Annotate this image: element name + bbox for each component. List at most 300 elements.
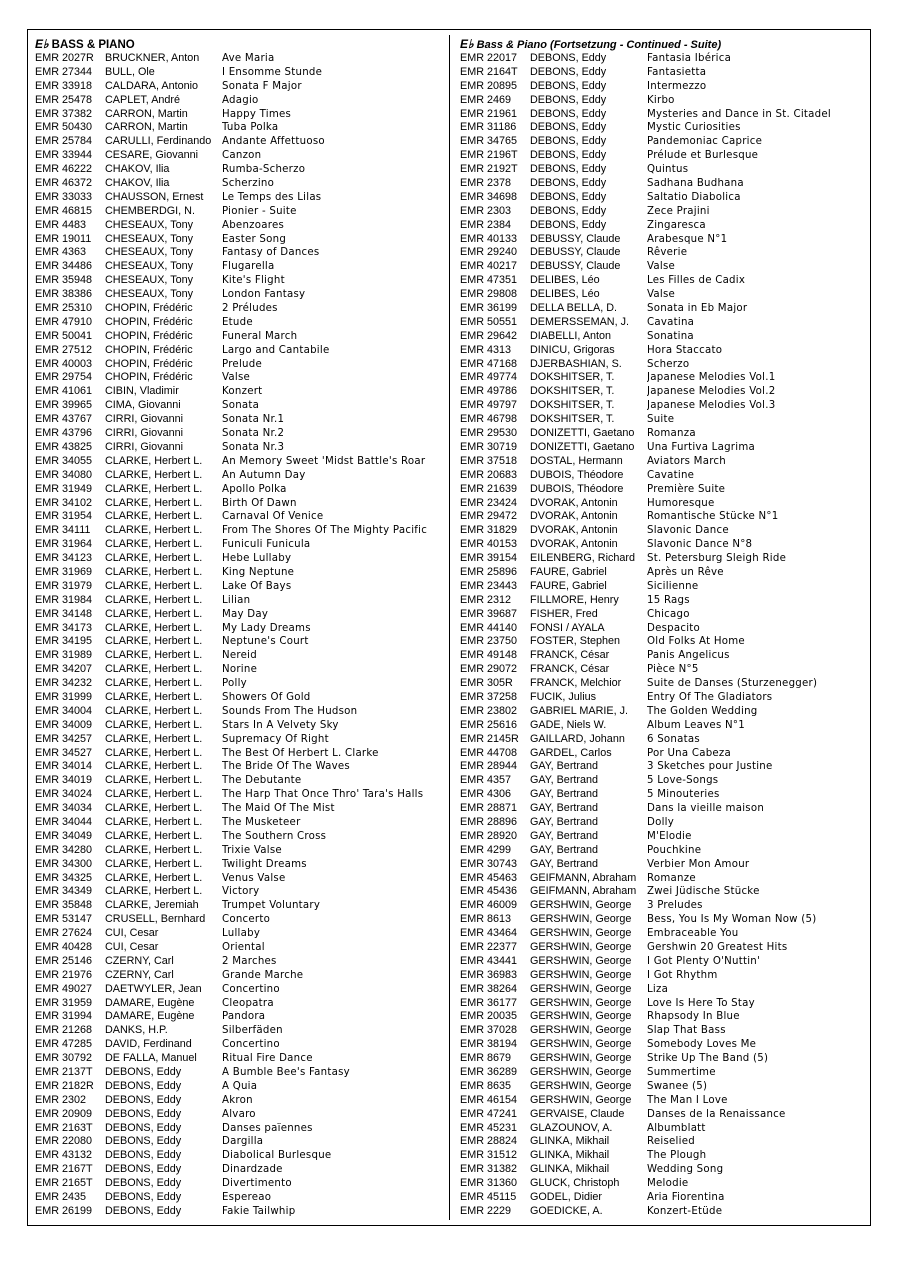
catalog-number: EMR 29530 (460, 427, 518, 440)
work-title: Wedding Song (647, 1164, 724, 1176)
catalog-row (460, 691, 870, 705)
composer-name: CLARKE, Herbert L. (105, 829, 203, 842)
catalog-row (35, 358, 445, 372)
catalog-row (35, 677, 445, 691)
catalog-row (460, 538, 870, 552)
composer-name: FRANCK, César (530, 663, 610, 676)
composer-name: CHESEAUX, Tony (105, 218, 194, 231)
catalog-number: EMR 34232 (35, 677, 93, 690)
catalog-row (460, 108, 870, 122)
catalog-row (35, 955, 445, 969)
work-title: Ave Maria (222, 53, 275, 64)
composer-name: DOKSHITSER, T. (530, 371, 615, 384)
catalog-row (460, 677, 870, 691)
composer-name: CLARKE, Herbert L. (105, 538, 203, 551)
composer-name: GABRIEL MARIE, J. (530, 704, 628, 717)
work-title: Hebe Lullaby (222, 553, 292, 565)
catalog-number: EMR 2302 (35, 1093, 87, 1106)
catalog-row (460, 608, 870, 622)
work-title: Slap That Bass (647, 1025, 726, 1037)
catalog-row (35, 371, 445, 385)
work-title: Les Filles de Cadix (647, 275, 746, 287)
work-title: 3 Preludes (647, 900, 703, 912)
catalog-number: EMR 21268 (35, 1024, 93, 1037)
work-title: Valse (222, 372, 251, 384)
work-title: Bess, You Is My Woman Now (5) (647, 914, 817, 926)
composer-name: DOSTAL, Hermann (530, 454, 623, 467)
catalog-number: EMR 37258 (460, 690, 518, 703)
work-title: Ritual Fire Dance (222, 1053, 313, 1065)
composer-name: DAMARE, Eugène (105, 1010, 195, 1023)
catalog-number: EMR 36983 (460, 968, 518, 981)
composer-name: GERSHWIN, George (530, 954, 632, 967)
catalog-number: EMR 45436 (460, 885, 518, 898)
work-title: Verbier Mon Amour (647, 858, 750, 870)
work-title: Norine (222, 664, 258, 676)
work-title: Cleopatra (222, 997, 274, 1009)
catalog-number: EMR 34044 (35, 815, 93, 828)
work-title: Lullaby (222, 928, 261, 940)
composer-name: FISHER, Fred (530, 607, 598, 620)
catalog-number: EMR 31984 (35, 593, 93, 606)
composer-name: DELIBES, Léo (530, 288, 600, 301)
composer-name: CLARKE, Herbert L. (105, 552, 203, 565)
catalog-row (35, 1010, 445, 1024)
work-title: Swanee (5) (647, 1080, 708, 1092)
composer-name: DJERBASHIAN, S. (530, 357, 622, 370)
catalog-number: EMR 44708 (460, 746, 518, 759)
composer-name: DAMARE, Eugène (105, 996, 195, 1009)
catalog-row (460, 719, 870, 733)
composer-name: FONSI / AYALA (530, 621, 605, 634)
catalog-number: EMR 29072 (460, 663, 518, 676)
work-title: Dans la vieille maison (647, 803, 765, 815)
catalog-number: EMR 28944 (460, 760, 518, 773)
catalog-row (35, 1066, 445, 1080)
catalog-number: EMR 4313 (460, 343, 512, 356)
work-title: The Bride Of The Waves (222, 761, 350, 773)
catalog-number: EMR 2384 (460, 218, 512, 231)
catalog-row (35, 121, 445, 135)
work-title: Flugarella (222, 261, 275, 273)
composer-name: CLARKE, Herbert L. (105, 510, 203, 523)
work-title: Zwei Jüdische Stücke (647, 886, 760, 898)
catalog-number: EMR 305R (460, 677, 513, 690)
work-title: Oriental (222, 942, 265, 953)
work-title: Première Suite (647, 483, 726, 495)
composer-name: FRANCK, Melchior (530, 677, 622, 690)
catalog-number: EMR 45231 (460, 1121, 518, 1134)
catalog-number: EMR 46009 (460, 899, 518, 912)
work-title: Scherzo (647, 358, 690, 370)
work-title: Venus Valse (222, 872, 286, 884)
composer-name: DEBONS, Eddy (530, 79, 607, 92)
catalog-row (460, 385, 870, 399)
work-title: Zece Prajini (647, 205, 710, 217)
catalog-row (35, 830, 445, 844)
catalog-row (460, 399, 870, 413)
catalog-number: EMR 31954 (35, 510, 93, 523)
composer-name: CHAUSSON, Ernest (105, 190, 204, 203)
composer-name: DVORAK, Antonin (530, 496, 618, 509)
composer-name: GLINKA, Mikhail (530, 1163, 610, 1176)
composer-name: DVORAK, Antonin (530, 524, 618, 537)
catalog-number: EMR 38386 (35, 288, 93, 301)
work-title: I Got Rhythm (647, 969, 718, 981)
catalog-number: EMR 49148 (460, 649, 518, 662)
catalog-number: EMR 34195 (35, 635, 93, 648)
catalog-number: EMR 31964 (35, 538, 93, 551)
catalog-number: EMR 36199 (460, 302, 518, 315)
composer-name: GERSHWIN, George (530, 899, 632, 912)
work-title: Pandora (222, 1011, 266, 1023)
catalog-number: EMR 23802 (460, 704, 518, 717)
catalog-number: EMR 46222 (35, 163, 93, 176)
work-title: Concertino (222, 983, 280, 995)
work-title: Sonata F Major (222, 80, 302, 92)
catalog-row (35, 510, 445, 524)
composer-name: DAVID, Ferdinand (105, 1038, 192, 1051)
composer-name: CLARKE, Herbert L. (105, 524, 203, 537)
catalog-number: EMR 50041 (35, 329, 93, 342)
composer-name: GEIFMANN, Abraham (530, 885, 637, 898)
catalog-number: EMR 8679 (460, 1052, 512, 1065)
composer-name: GAY, Bertrand (530, 802, 599, 815)
composer-name: CHAKOV, Ilia (105, 177, 170, 190)
work-title: Hora Staccato (647, 344, 723, 356)
catalog-row (35, 135, 445, 149)
work-title: Mysteries and Dance in St. Citadel (647, 108, 831, 120)
work-title: Saltatio Diabolica (647, 191, 741, 203)
catalog-row (460, 302, 870, 316)
catalog-number: EMR 4363 (35, 246, 87, 259)
work-title: Sicilienne (647, 580, 699, 592)
work-title: Aviators March (647, 455, 726, 467)
work-title: Una Furtiva Lagrima (647, 441, 755, 453)
work-title: Twilight Dreams (222, 858, 307, 870)
catalog-number: EMR 4306 (460, 788, 512, 801)
composer-name: GERSHWIN, George (530, 927, 632, 940)
composer-name: CLARKE, Herbert L. (105, 704, 203, 717)
catalog-row (35, 552, 445, 566)
catalog-row (460, 969, 870, 983)
catalog-number: EMR 36177 (460, 996, 518, 1009)
catalog-number: EMR 47351 (460, 274, 518, 287)
catalog-number: EMR 4357 (460, 774, 512, 787)
catalog-number: EMR 34080 (35, 468, 93, 481)
composer-name: GERSHWIN, George (530, 1093, 632, 1106)
composer-name: GLINKA, Mikhail (530, 1149, 610, 1162)
catalog-number: EMR 31994 (35, 1010, 93, 1023)
catalog-number: EMR 29642 (460, 329, 518, 342)
composer-name: CHESEAUX, Tony (105, 246, 194, 259)
composer-name: CRUSELL, Bernhard (105, 913, 206, 926)
catalog-row (460, 802, 870, 816)
catalog-row (35, 1205, 445, 1219)
composer-name: CLARKE, Herbert L. (105, 635, 203, 648)
composer-name: DEBUSSY, Claude (530, 232, 621, 245)
composer-name: GERSHWIN, George (530, 1079, 632, 1092)
section-title: BASS & PIANO (51, 39, 135, 51)
composer-name: DEBONS, Eddy (530, 177, 607, 190)
catalog-number: EMR 37382 (35, 107, 93, 120)
catalog-number: EMR 2192T (460, 163, 518, 176)
work-title: Embraceable You (647, 928, 739, 940)
composer-name: DEBONS, Eddy (105, 1079, 182, 1092)
catalog-row (35, 1135, 445, 1149)
composer-name: CHESEAUX, Tony (105, 288, 194, 301)
composer-name: CUI, Cesar (105, 927, 159, 940)
composer-name: CLARKE, Herbert L. (105, 565, 203, 578)
catalog-row (35, 913, 445, 927)
composer-name: DEBONS, Eddy (530, 135, 607, 148)
catalog-row (460, 1163, 870, 1177)
work-title: Après un Rêve (647, 566, 724, 578)
catalog-number: EMR 26199 (35, 1204, 93, 1217)
composer-name: GODEL, Didier (530, 1191, 602, 1204)
work-title: Rhapsody In Blue (647, 1011, 740, 1023)
composer-name: DVORAK, Antonin (530, 538, 618, 551)
composer-name: DOKSHITSER, T. (530, 413, 615, 426)
catalog-number: EMR 29472 (460, 510, 518, 523)
work-title: Lilian (222, 594, 251, 606)
catalog-number: EMR 31979 (35, 579, 93, 592)
composer-name: CLARKE, Herbert L. (105, 677, 203, 690)
composer-name: DUBOIS, Théodore (530, 468, 624, 481)
composer-name: CLARKE, Herbert L. (105, 774, 203, 787)
work-title: Tuba Polka (222, 122, 279, 134)
catalog-number: EMR 34173 (35, 621, 93, 634)
work-title: 5 Love-Songs (647, 775, 719, 787)
composer-name: CHEMBERDGI, N. (105, 204, 195, 217)
work-title: Por Una Cabeza (647, 747, 732, 759)
catalog-row (35, 441, 445, 455)
composer-name: CIMA, Giovanni (105, 399, 181, 412)
work-title: Neptune's Court (222, 636, 309, 648)
composer-name: CIRRI, Giovanni (105, 440, 184, 453)
composer-name: CHESEAUX, Tony (105, 274, 194, 287)
composer-name: CLARKE, Herbert L. (105, 802, 203, 815)
catalog-row (460, 663, 870, 677)
catalog-number: EMR 34698 (460, 190, 518, 203)
composer-name: CLARKE, Herbert L. (105, 815, 203, 828)
composer-name: CLARKE, Herbert L. (105, 871, 203, 884)
work-title: Apollo Polka (222, 483, 287, 495)
catalog-number: EMR 2027R (35, 52, 94, 64)
catalog-row (460, 1122, 870, 1136)
catalog-row (460, 288, 870, 302)
work-title: The Golden Wedding (647, 705, 758, 717)
catalog-number: EMR 33944 (35, 149, 93, 162)
work-title: Danses païennes (222, 1122, 313, 1134)
catalog-row (35, 274, 445, 288)
catalog-row (35, 483, 445, 497)
composer-name: CLARKE, Herbert L. (105, 607, 203, 620)
composer-name: FOSTER, Stephen (530, 635, 621, 648)
catalog-number: EMR 31382 (460, 1163, 518, 1176)
catalog-number: EMR 25146 (35, 954, 93, 967)
catalog-number: EMR 25478 (35, 93, 93, 106)
work-title: I Got Plenty O'Nuttin' (647, 955, 761, 967)
catalog-number: EMR 25310 (35, 302, 93, 315)
catalog-row (35, 802, 445, 816)
catalog-number: EMR 25784 (35, 135, 93, 148)
catalog-number: EMR 21639 (460, 482, 518, 495)
work-title: Danses de la Renaissance (647, 1108, 786, 1120)
work-title: Kite's Flight (222, 275, 285, 287)
catalog-row (35, 344, 445, 358)
composer-name: DUBOIS, Théodore (530, 482, 624, 495)
work-title: The Man I Love (647, 1094, 728, 1106)
work-title: Somebody Loves Me (647, 1039, 757, 1051)
catalog-number: EMR 2163T (35, 1121, 93, 1134)
work-title: Canzon (222, 150, 262, 162)
catalog-row (460, 66, 870, 80)
catalog-row (35, 594, 445, 608)
catalog-number: EMR 30743 (460, 857, 518, 870)
composer-name: CIRRI, Giovanni (105, 427, 184, 440)
composer-name: FAURE, Gabriel (530, 579, 607, 592)
catalog-number: EMR 34019 (35, 774, 93, 787)
catalog-row (460, 580, 870, 594)
catalog-row (35, 302, 445, 316)
catalog-number: EMR 27344 (35, 65, 93, 78)
work-title: Pandemoniac Caprice (647, 136, 763, 148)
catalog-row (35, 538, 445, 552)
composer-name: CHOPIN, Frédéric (105, 315, 193, 328)
catalog-number: EMR 29754 (35, 371, 93, 384)
catalog-row (35, 260, 445, 274)
catalog-number: EMR 40003 (35, 357, 93, 370)
work-title: Fantasia Ibérica (647, 53, 732, 64)
catalog-number: EMR 43464 (460, 927, 518, 940)
work-title: I Ensomme Stunde (222, 66, 323, 78)
composer-name: FRANCK, César (530, 649, 610, 662)
composer-name: GERSHWIN, George (530, 941, 632, 953)
catalog-row (35, 719, 445, 733)
work-title: Summertime (647, 1067, 716, 1079)
composer-name: FAURE, Gabriel (530, 565, 607, 578)
composer-name: DEBONS, Eddy (105, 1163, 182, 1176)
work-title: Polly (222, 678, 247, 690)
composer-name: CIBIN, Vladimir (105, 385, 179, 398)
catalog-row (35, 455, 445, 469)
composer-name: GARDEL, Carlos (530, 746, 612, 759)
composer-name: GERSHWIN, George (530, 1038, 632, 1051)
work-title: The Maid Of The Mist (222, 803, 335, 815)
catalog-row (460, 163, 870, 177)
catalog-number: EMR 34148 (35, 607, 93, 620)
work-title: May Day (222, 608, 269, 620)
catalog-row (460, 733, 870, 747)
work-title: King Neptune (222, 566, 295, 578)
composer-name: DEBONS, Eddy (530, 149, 607, 162)
catalog-row (35, 191, 445, 205)
work-title: Aria Fiorentina (647, 1192, 725, 1204)
catalog-row (460, 885, 870, 899)
composer-name: DEBONS, Eddy (105, 1191, 182, 1204)
work-title: Gershwin 20 Greatest Hits (647, 942, 788, 953)
catalog-number: EMR 33918 (35, 79, 93, 92)
catalog-row (35, 1094, 445, 1108)
catalog-number: EMR 2312 (460, 593, 512, 606)
catalog-row (35, 774, 445, 788)
composer-name: CLARKE, Herbert L. (105, 621, 203, 634)
catalog-number: EMR 30792 (35, 1052, 93, 1065)
work-title: Stars In A Velvety Sky (222, 719, 339, 731)
catalog-row (460, 94, 870, 108)
catalog-number: EMR 43132 (35, 1149, 93, 1162)
catalog-row (460, 1135, 870, 1149)
catalog-number: EMR 43825 (35, 440, 93, 453)
catalog-number: EMR 34004 (35, 704, 93, 717)
composer-name: DANKS, H.P. (105, 1024, 168, 1037)
composer-name: DEBONS, Eddy (530, 218, 607, 231)
composer-name: DEBONS, Eddy (105, 1093, 182, 1106)
composer-name: FILLMORE, Henry (530, 593, 619, 606)
composer-name: DIABELLI, Anton (530, 329, 612, 342)
work-title: Easter Song (222, 233, 287, 245)
composer-name: DEBUSSY, Claude (530, 246, 621, 259)
catalog-number: EMR 2378 (460, 177, 512, 190)
work-title: Valse (647, 289, 676, 301)
catalog-row (35, 1163, 445, 1177)
work-title: Suite de Danses (Sturzenegger) (647, 678, 818, 690)
composer-name: CHESEAUX, Tony (105, 260, 194, 273)
composer-name: GERSHWIN, George (530, 968, 632, 981)
catalog-number: EMR 34024 (35, 788, 93, 801)
catalog-row (35, 663, 445, 677)
work-title: Konzert-Etüde (647, 1205, 723, 1217)
work-title: Lake Of Bays (222, 580, 292, 592)
work-title: Sonata Nr.2 (222, 428, 285, 440)
catalog-number: EMR 47241 (460, 1107, 518, 1120)
catalog-row (460, 233, 870, 247)
catalog-number: EMR 34280 (35, 843, 93, 856)
composer-name: CARULLI, Ferdinando (105, 135, 212, 148)
composer-name: GAY, Bertrand (530, 829, 599, 842)
catalog-row (35, 177, 445, 191)
work-title: Etude (222, 316, 253, 328)
composer-name: DEBONS, Eddy (105, 1107, 182, 1120)
composer-name: DEBUSSY, Claude (530, 260, 621, 273)
work-title: Cavatine (647, 469, 695, 481)
work-title: Happy Times (222, 108, 292, 120)
catalog-row (460, 899, 870, 913)
composer-name: CLARKE, Herbert L. (105, 788, 203, 801)
composer-name: BRUCKNER, Anton (105, 52, 200, 64)
composer-name: CLARKE, Herbert L. (105, 579, 203, 592)
catalog-number: EMR 45115 (460, 1191, 517, 1204)
catalog-row (35, 1191, 445, 1205)
work-title: A Bumble Bee's Fantasy (222, 1067, 350, 1079)
catalog-number: EMR 31186 (460, 121, 517, 134)
work-title: Carnaval Of Venice (222, 511, 324, 523)
composer-name: DEBONS, Eddy (530, 107, 607, 120)
composer-name: GERSHWIN, George (530, 996, 632, 1009)
work-title: Supremacy Of Right (222, 733, 329, 745)
catalog-row (35, 524, 445, 538)
section-header-continued (460, 36, 870, 52)
work-title: Albumblatt (647, 1122, 706, 1134)
composer-name: DONIZETTI, Gaetano (530, 427, 635, 440)
catalog-row (460, 135, 870, 149)
composer-name: CHOPIN, Frédéric (105, 371, 193, 384)
work-title: Japanese Melodies Vol.2 (647, 386, 776, 398)
work-title: Pièce N°5 (647, 664, 699, 676)
catalog-number: EMR 8635 (460, 1079, 512, 1092)
catalog-row (460, 774, 870, 788)
